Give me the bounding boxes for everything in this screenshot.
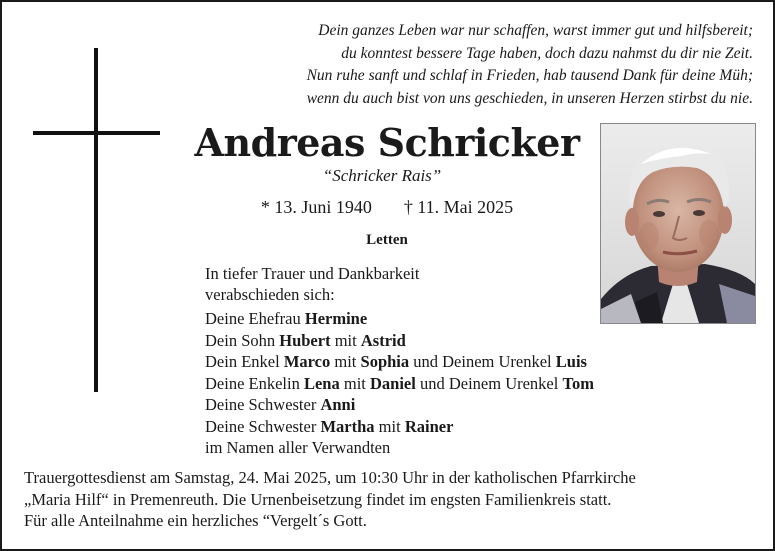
mourner-relation: Deine Enkelin [205,373,304,393]
mourner-name: Rainer [404,416,454,436]
mourner-name: Hubert [279,330,331,350]
portrait-image [601,124,755,323]
service-line: Trauergottesdienst am Samstag, 24. Mai 2025, um 10:30 Uhr in der katholischen Pfarrkirche [24,468,636,487]
mourner-relation: Dein Sohn [205,330,280,350]
mourner-name: Lena [303,373,340,393]
mourner-name: Tom [562,373,594,393]
cross-horizontal-bar [33,131,160,135]
life-dates [172,197,602,218]
mourner-line [205,351,594,373]
mourner-name: Anni [320,395,356,414]
mourner-relation: mit [330,352,361,371]
deceased-nickname: “Schricker Rais” [322,166,442,185]
mourner-name: Hermine [304,309,368,328]
poem-line: du konntest bessere Tage haben, doch dazu nahmst du dir nie Zeit. [341,44,753,62]
mourner-name: Sophia [360,352,410,371]
service-details [24,467,764,532]
mourner-relation: Deine Ehefrau [205,309,305,328]
mourner-line [205,373,594,395]
cross-vertical-bar [94,48,98,392]
thanks-line: Für alle Anteilnahme ein herzliches “Vergelt´s Gott. [24,511,367,530]
mourners-list [205,308,594,459]
mourning-intro-line: verabschieden sich: [205,284,335,304]
mourning-intro [205,264,419,305]
memorial-poem [193,20,753,110]
service-line: „Maria Hilf“ in Premenreuth. Die Urnenbeisetzung findet im engsten Familienkreis statt. [24,489,612,509]
mourner-line [205,330,594,352]
mourner-line [205,416,594,438]
portrait-photo [600,123,756,324]
deceased-name: Andreas Schricker [194,120,580,165]
poem-line: wenn du auch bist von uns geschieden, in unseren Herzen stirbst du nie. [306,89,753,107]
mourner-relation: Deine Schwester [205,395,321,414]
mourner-relation: mit [330,330,361,350]
hometown: Letten [366,232,408,248]
mourner-name: Martha [320,416,375,436]
mourner-line [205,437,594,459]
mourner-relation: Deine Schwester [205,416,321,436]
mourning-intro-line: In tiefer Trauer und Dankbarkeit [205,264,420,283]
birth-date: * 13. Juni 1940 [260,197,372,217]
mourner-relation: mit [339,373,370,393]
mourner-line [205,308,594,330]
mourner-relation: und Deinem Urenkel [409,352,556,371]
mourner-relation: und Deinem Urenkel [415,373,563,393]
mourner-relation: mit [374,416,405,436]
mourner-name: Daniel [370,373,416,393]
mourner-name: Luis [555,352,587,371]
mourner-line [205,394,594,416]
death-date: † 11. Mai 2025 [403,197,514,217]
mourner-name: Astrid [360,330,406,350]
poem-line: Nun ruhe sanft und schlaf in Frieden, hab tausend Dank für deine Müh; [306,67,753,84]
mourner-name: Marco [283,352,331,371]
mourner-relation: im Namen aller Verwandten [205,438,391,457]
poem-line: Dein ganzes Leben war nur schaffen, warst immer gut und hilfsbereit; [318,22,753,39]
mourner-relation: Dein Enkel [205,352,284,371]
